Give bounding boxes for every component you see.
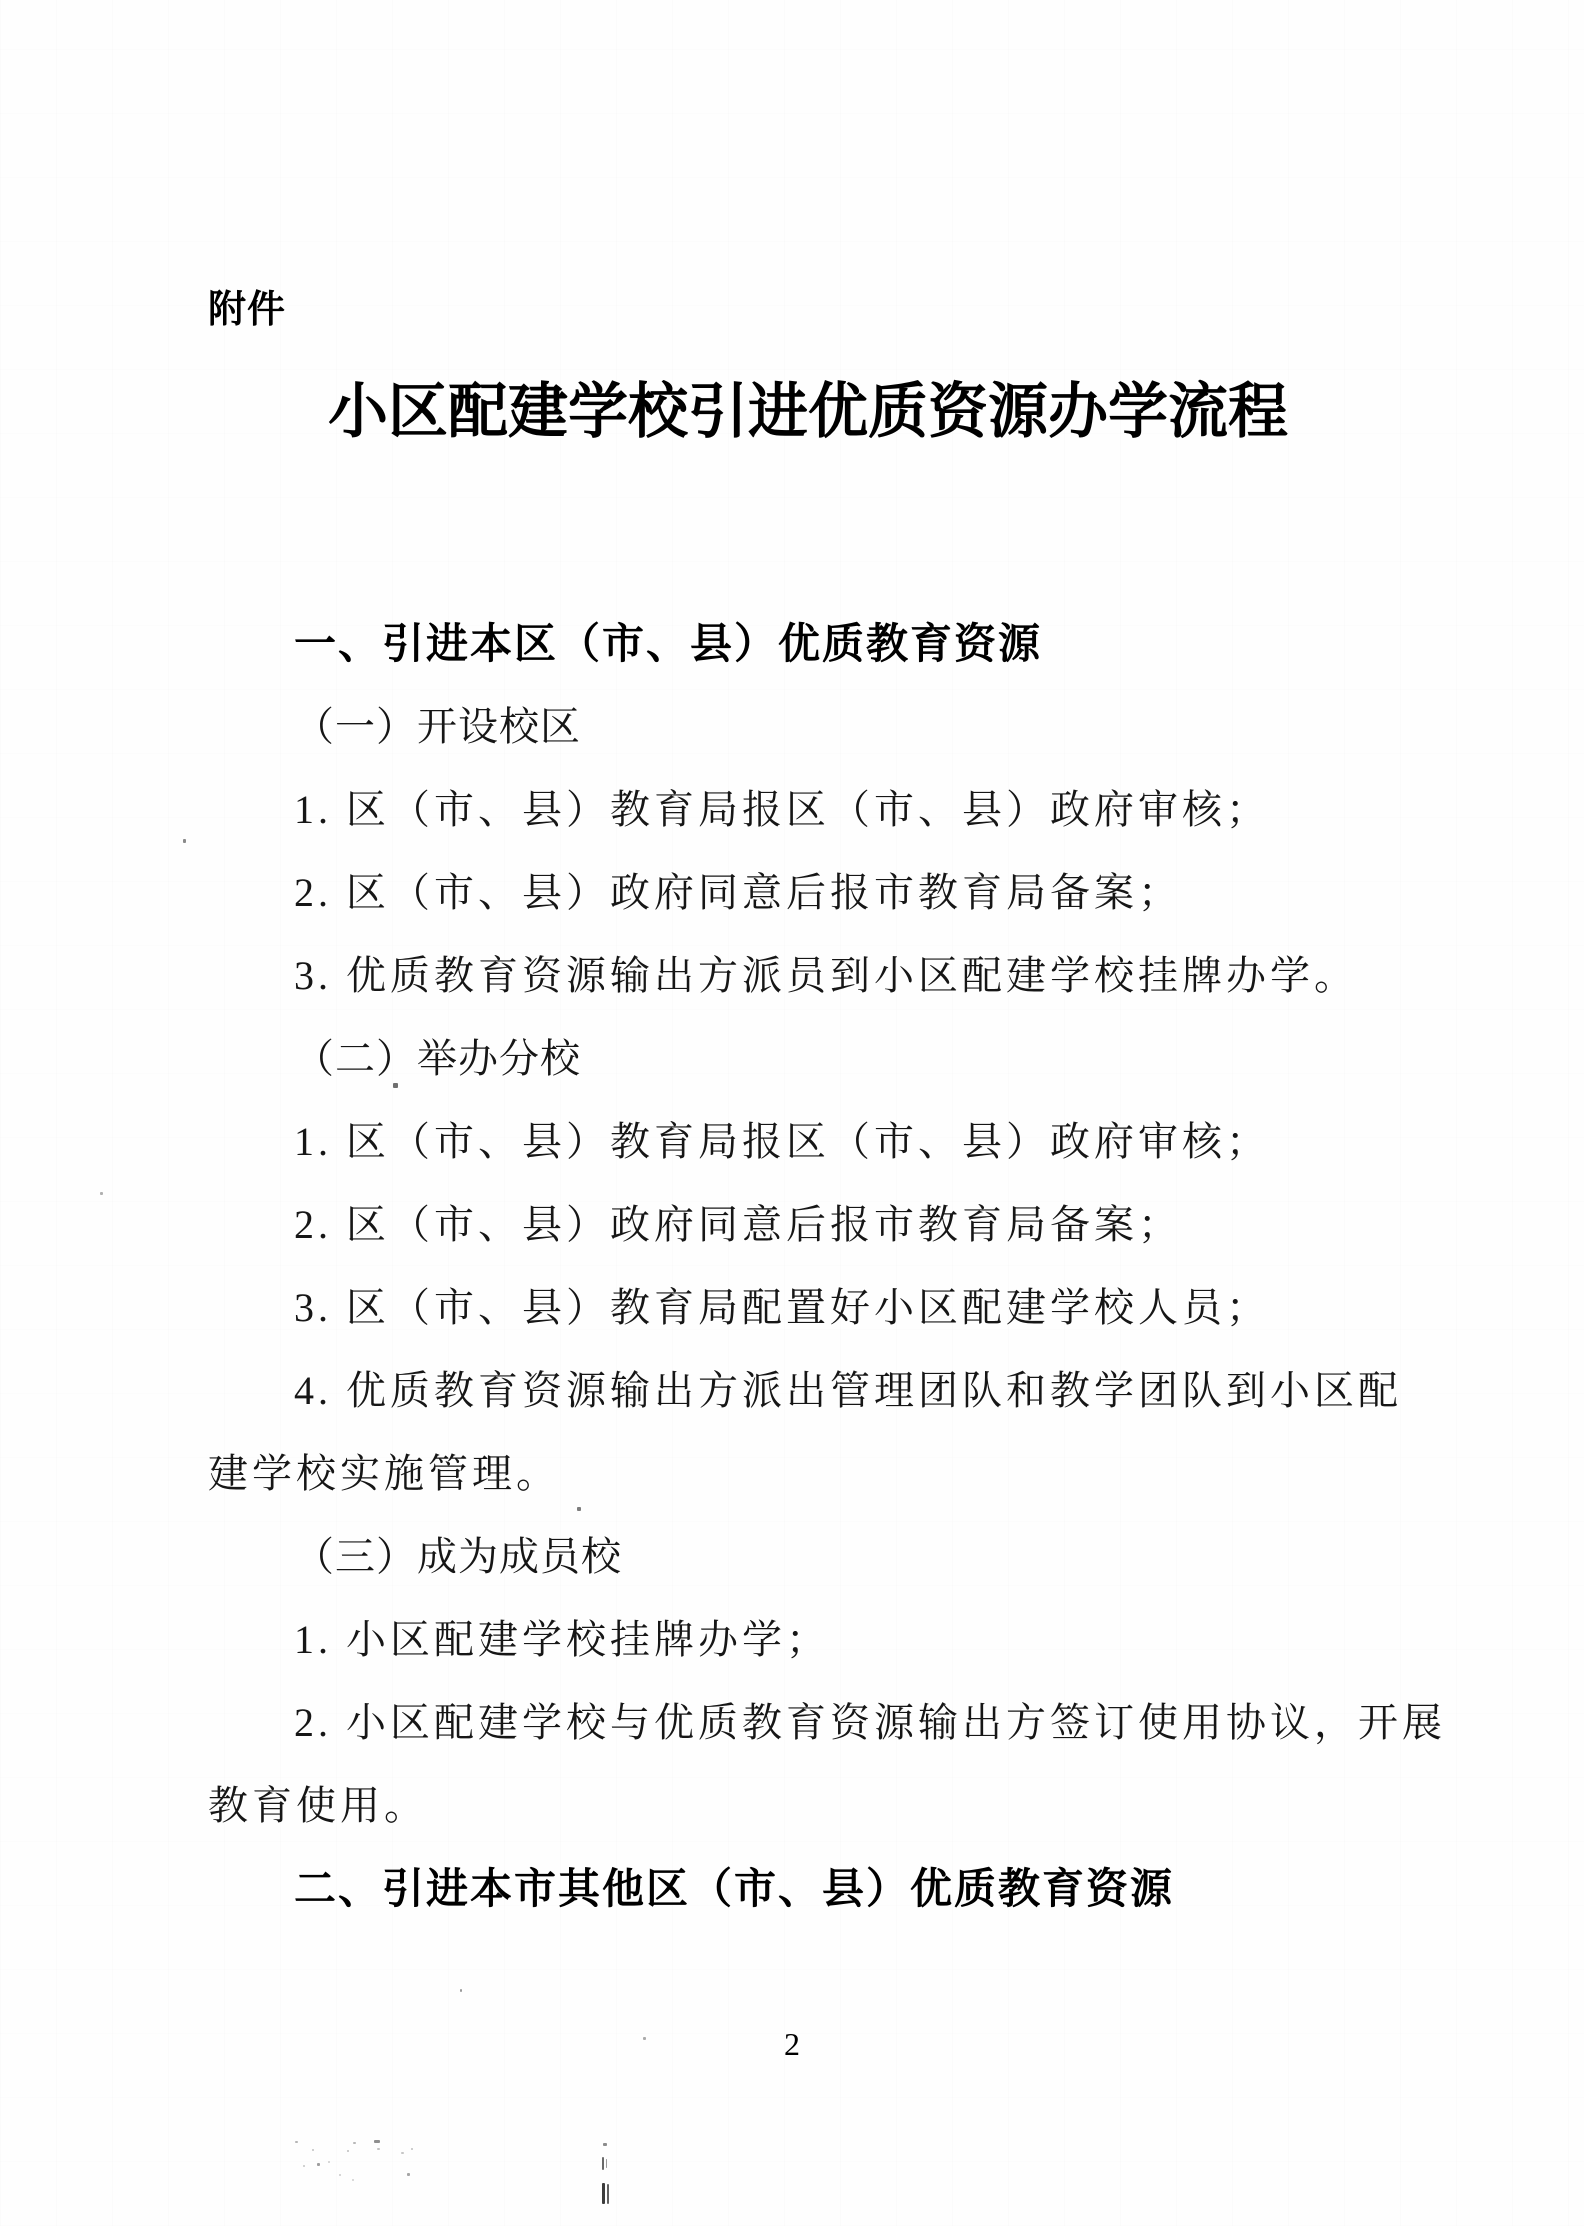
attachment-label: 附件 — [208, 289, 287, 331]
subsection-heading-1-1: （一）开设校区 — [294, 704, 581, 749]
scan-artifact — [183, 839, 186, 843]
scan-artifact — [602, 2183, 605, 2204]
scan-artifact — [295, 2141, 298, 2143]
subsection-heading-1-3: （三）成为成员校 — [294, 1534, 622, 1579]
scan-artifact — [411, 2148, 413, 2150]
scan-artifact — [328, 2161, 330, 2163]
scan-artifact — [460, 1989, 462, 1992]
scan-artifact — [100, 1192, 103, 1195]
scan-artifact — [352, 2179, 354, 2181]
scan-artifact — [606, 2159, 607, 2168]
list-item: 1. 小区配建学校挂牌办学； — [294, 1617, 830, 1662]
list-item: 2. 区（市、县）政府同意后报市教育局备案； — [294, 870, 1182, 915]
list-item: 2. 区（市、县）政府同意后报市教育局备案； — [294, 1202, 1182, 1247]
list-item-continuation: 建学校实施管理。 — [208, 1451, 560, 1496]
scan-artifact — [339, 2174, 341, 2176]
scan-artifact — [393, 1083, 398, 1088]
section-heading-1: 一、引进本区（市、县）优质教育资源 — [294, 620, 1043, 667]
page-number: 2 — [784, 2026, 800, 2062]
list-item: 3. 区（市、县）教育局配置好小区配建学校人员； — [294, 1285, 1270, 1330]
scan-artifact — [607, 2184, 609, 2204]
scan-artifact — [603, 2143, 607, 2146]
document-title: 小区配建学校引进优质资源办学流程 — [328, 379, 1288, 445]
scan-artifact — [347, 2150, 349, 2152]
list-item: 3. 优质教育资源输出方派员到小区配建学校挂牌办学。 — [294, 953, 1358, 998]
list-item: 1. 区（市、县）教育局报区（市、县）政府审核； — [294, 787, 1270, 832]
scan-artifact — [317, 2163, 320, 2166]
subsection-heading-1-2: （二）举办分校 — [294, 1036, 581, 1081]
list-item: 1. 区（市、县）教育局报区（市、县）政府审核； — [294, 1119, 1270, 1164]
section-heading-2: 二、引进本市其他区（市、县）优质教育资源 — [294, 1865, 1175, 1912]
list-item-continuation: 教育使用。 — [208, 1783, 428, 1828]
scan-artifact — [312, 2149, 314, 2151]
scan-artifact — [577, 1507, 581, 1511]
scan-artifact — [643, 2037, 646, 2040]
list-item: 2. 小区配建学校与优质教育资源输出方签订使用协议，开展 — [294, 1700, 1446, 1745]
scan-artifact — [374, 2140, 380, 2143]
document-body — [208, 618, 1446, 1946]
scan-artifact — [407, 2173, 410, 2176]
scan-artifact — [303, 2165, 305, 2167]
scan-artifact — [401, 2152, 404, 2154]
scan-artifact — [377, 2148, 380, 2150]
scan-artifact — [602, 2157, 604, 2170]
scan-artifact — [353, 2142, 356, 2144]
list-item: 4. 优质教育资源输出方派出管理团队和教学团队到小区配 — [294, 1368, 1402, 1413]
